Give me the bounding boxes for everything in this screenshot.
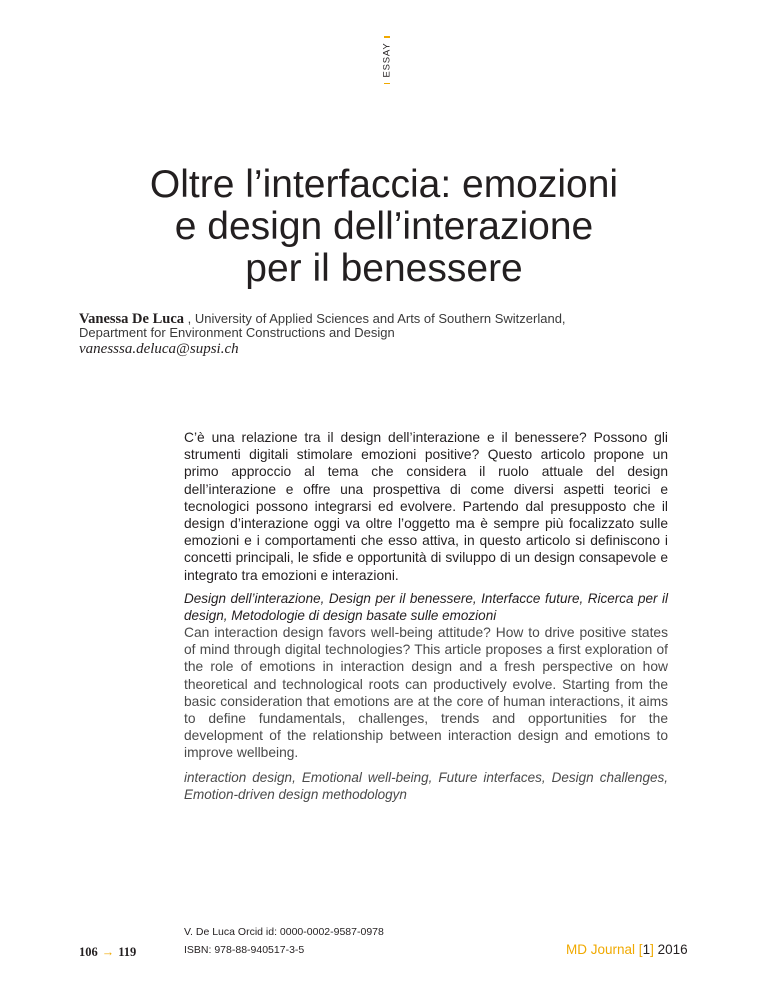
- issue-bracket-open: [: [638, 942, 643, 957]
- isbn-line: ISBN: 978-88-940517-3-5: [184, 944, 305, 956]
- footer-identifiers: [184, 923, 384, 959]
- author-email[interactable]: vanesssa.deluca@supsi.ch: [79, 341, 239, 357]
- journal-reference: [566, 942, 688, 957]
- page-end: 119: [118, 945, 137, 959]
- arrow-right-icon: →: [101, 945, 115, 959]
- journal-year: 2016: [657, 942, 688, 957]
- abstract-english: [184, 624, 668, 803]
- section-tag-bar-bottom: [384, 83, 390, 85]
- orcid-line: V. De Luca Orcid id: 0000-0002-9587-0978: [184, 926, 384, 938]
- issue-number: 1: [642, 942, 651, 957]
- page-start: 106: [79, 945, 98, 959]
- author-affiliation-line1: , University of Applied Sciences and Arts of Southern Switzerland,: [184, 311, 566, 326]
- page-range: [79, 945, 136, 960]
- section-tag-label: ESSAY: [381, 42, 393, 78]
- abstract-italian-text: C’è una relazione tra il design dell’interazione e il benessere? Possono gli strumenti digitali stimolare emozioni positive? Questo articolo propone un primo approccio al tema che considera il ruolo attuale del design dell’interazione e offre una prospettiva di come diversi aspetti teorici e tecnologici possono integrarsi ed evolvere. Partendo dal presupposto che il design d’interazione oggi va oltre l’oggetto ma è sempre più focalizzato sulle emozioni e i comportamenti che esso attiva, in questo articolo si definiscono i concetti principali, le sfide e opportunità di sviluppo di un design consapevole e integrato tra emozioni e interazioni.: [184, 430, 668, 583]
- article-title: [0, 164, 768, 290]
- author-name: Vanessa De Luca: [79, 311, 185, 327]
- keywords-italian: Design dell’interazione, Design per il benessere, Interfacce future, Ricerca per il design, Metodologie di design basate sulle emozioni: [184, 590, 668, 623]
- journal-name: MD Journal: [566, 942, 636, 957]
- title-line: per il benessere: [245, 247, 523, 290]
- title-line: Oltre l’interfaccia: emozioni: [149, 163, 619, 206]
- keywords-english: interaction design, Emotional well-being, Future interfaces, Design challenges, Emotion-driven design methodologyn: [184, 769, 668, 802]
- author-affiliation-line2: Department for Environment Constructions and Design: [79, 325, 395, 340]
- section-tag: [378, 36, 396, 84]
- section-tag-bar-top: [384, 36, 390, 38]
- issue-bracket-close: ]: [650, 942, 654, 957]
- abstract-italian: [184, 429, 668, 624]
- abstract-english-text: Can interaction design favors well-being attitude? How to drive positive states of mind through digital technologies? This article proposes a first exploration of the role of emotions in interaction design and a fresh perspective on how theoretical and technological roots can productively evolve. Starting from the basic consideration that emotions are at the core of human interactions, it aims to define fundamentals, challenges, trends and opportunities for the development of the relationship between interaction design and emotions to improve wellbeing.: [184, 625, 668, 761]
- title-line: e design dell’interazione: [174, 205, 594, 248]
- author-block: [79, 312, 699, 340]
